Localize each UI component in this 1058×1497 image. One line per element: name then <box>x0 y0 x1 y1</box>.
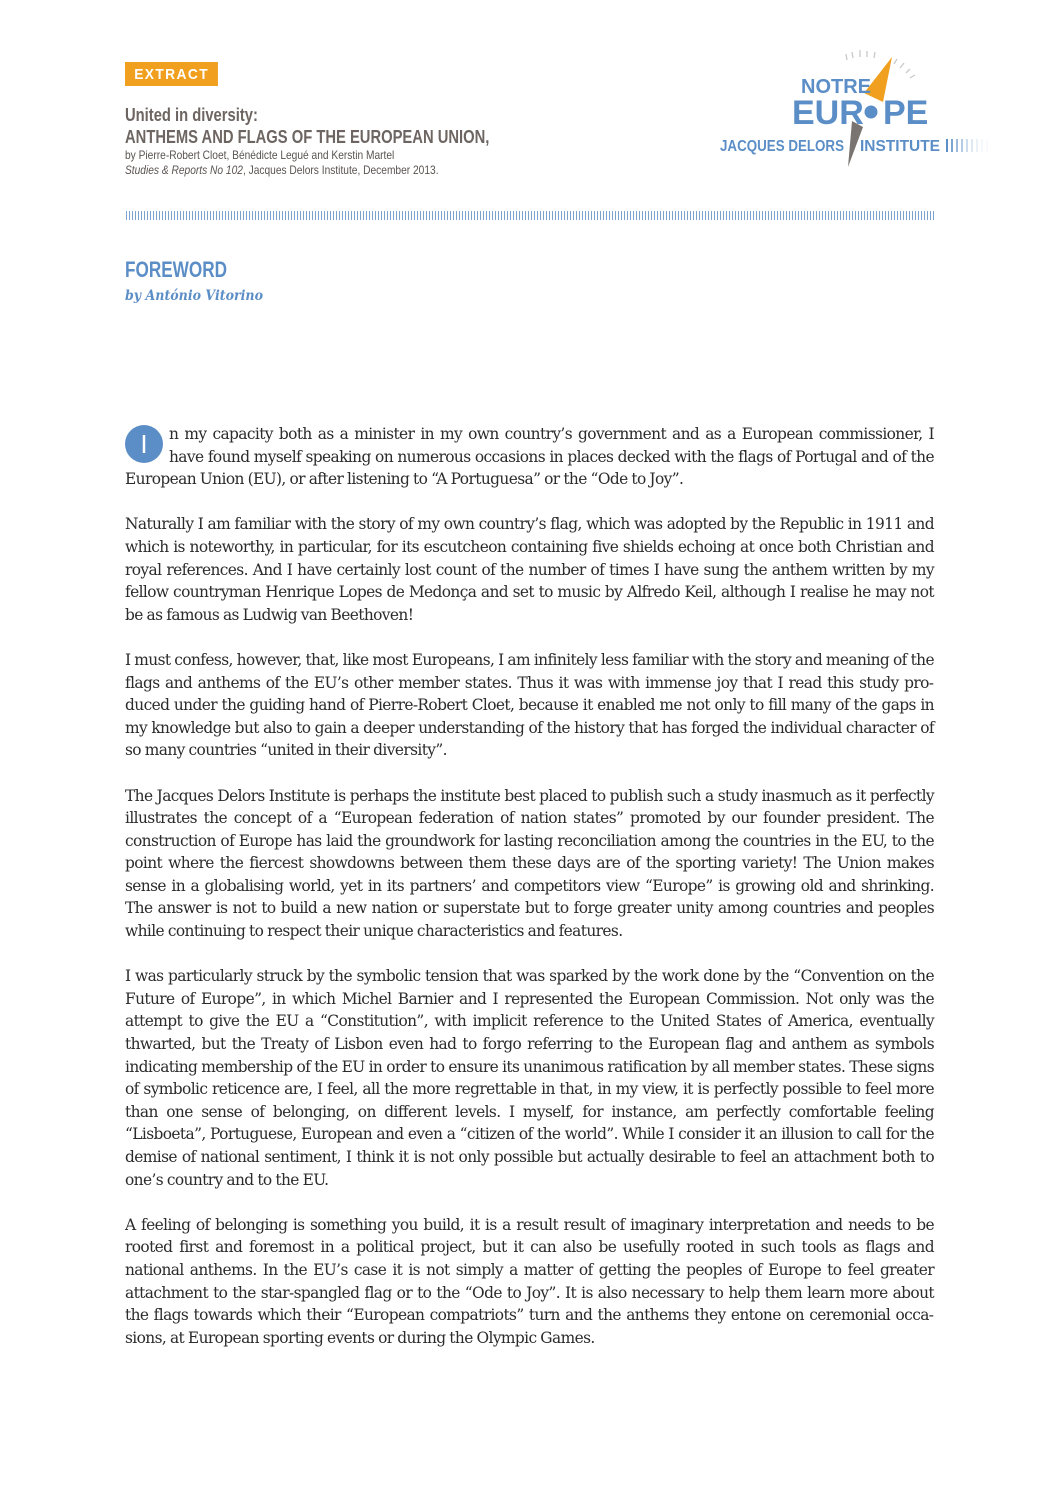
publication-details: , Jacques Delors Institute, December 2013. <box>242 163 439 177</box>
publication-authors: by Pierre-Robert Cloet, Bénédicte Legué and Kerstin Martel <box>125 148 395 162</box>
header-divider <box>126 211 934 220</box>
logo-europe-eur: EUR <box>792 94 864 132</box>
logo-europe-pe: PE <box>883 94 929 132</box>
extract-badge: EXTRACT <box>125 62 218 86</box>
notre-europe-logo <box>700 40 1010 180</box>
publication-header <box>125 104 685 178</box>
publication-title-line1: United in diversity: <box>125 105 258 125</box>
logo-jacques-delors: JACQUES DELORS <box>720 138 845 155</box>
section-byline: by António Vitorino <box>125 288 263 304</box>
logo-dot-icon <box>865 106 878 119</box>
paragraph <box>125 423 934 491</box>
paragraph: The Jacques Delors Institute is perhaps the institute best placed to publish such a study inasmuch as it perfectly illustrates the concept of a “European federation of nation states” promoted by our founder president. The construction of Europe has laid the groundwork for lasting reconciliation among the countries in the EU, to the point where the fiercest showdowns between them these days are of the sporting variety! The Union makes sense in a globalising world, yet in its partners’ and competitors view “Europe” is growing old and shrinking. The answer is not to build a new nation or superstate but to forge greater unity among countries and peoples while continuing to respect their unique characteristics and features. <box>125 786 934 941</box>
paragraph: A feeling of belonging is something you build, it is a result result of imaginary interpretation and needs to be rooted first and foremost in a political project, but it can also be usefully rooted in such tools as flags and national anthems. In the EU’s case it is not simply a matter of getting the peoples of Europe to feel greater attachment to the star-spangled flag or to the “Ode to Joy”. It is also necessary to help them learn more about the flags towards which their “European compatriots” turn and the anthems they entone on ceremonial occasions, at European sporting events or during the Olympic Games. <box>125 1215 934 1347</box>
publication-info <box>125 163 601 178</box>
logo-institute: INSTITUTE <box>860 138 941 155</box>
publication-title-line2: ANTHEMS AND FLAGS OF THE EUROPEAN UNION, <box>125 127 490 147</box>
logo-fading-bars-icon <box>946 139 988 152</box>
paragraph-text: n my capacity both as a minister in my own country’s government and as a European commissioner, I have found myself speaking on numerous occasions in places decked with the flags of Portugal and of the European Union (EU), or after listening to “A Portuguesa” or the “Ode to Joy”. <box>125 425 934 489</box>
paragraph: Naturally I am familiar with the story of my own country’s flag, which was adopted by the Republic in 1911 and which is noteworthy, in particular, for its escutcheon containing five shields echoing at once both Christian and royal references. And I have certainly lost count of the number of times I have sung the anthem written by my fellow countryman Henrique Lopes de Medonça and set to music by Alfredo Keil, although I realise he may not be as famous as Ludwig van Beethoven! <box>125 515 934 624</box>
section-title: FOREWORD <box>125 257 227 282</box>
logo-notre: NOTRE <box>801 76 871 98</box>
paragraph: I must confess, however, that, like most Europeans, I am infinitely less familiar with the story and meaning of the flags and anthems of the EU’s other member states. Thus it was with immense joy that I read this study produced under the guiding hand of Pierre-Robert Cloet, because it enabled me not only to fill many of the gaps in my knowledge but also to gain a deeper understanding of the history that has forged the individual character of so many countries “united in their diversity”. <box>125 650 934 760</box>
paragraph: I was particularly struck by the symbolic tension that was sparked by the work done by the “Convention on the Future of Europe”, in which Michel Barnier and I represented the European Commission. Not only was the attempt to give the EU a “Constitution”, with implicit reference to the United States of America, eventually thwarted, but the Treaty of Lisbon even had to forgo referring to the European flag and anthem as symbols indicating membership of the EU in order to ensure its unanimous ratification by all member states. These signs of symbolic reticence are, I feel, all the more regrettable in that, in my view, it is perfectly possible to feel more than one sense of belonging, on different levels. I myself, for instance, am perfectly comfortable feeling “Lisboeta”, Portuguese, European and even a “citizen of the world”. While I consider it an illusion to call for the demise of national sentiment, I think it is not only possible but actually desirable to feel an attachment both to one’s country and to the EU. <box>125 967 934 1189</box>
article-body <box>125 423 934 1372</box>
dropcap: I <box>125 425 163 463</box>
publication-series: Studies & Reports No 102 <box>125 163 243 177</box>
